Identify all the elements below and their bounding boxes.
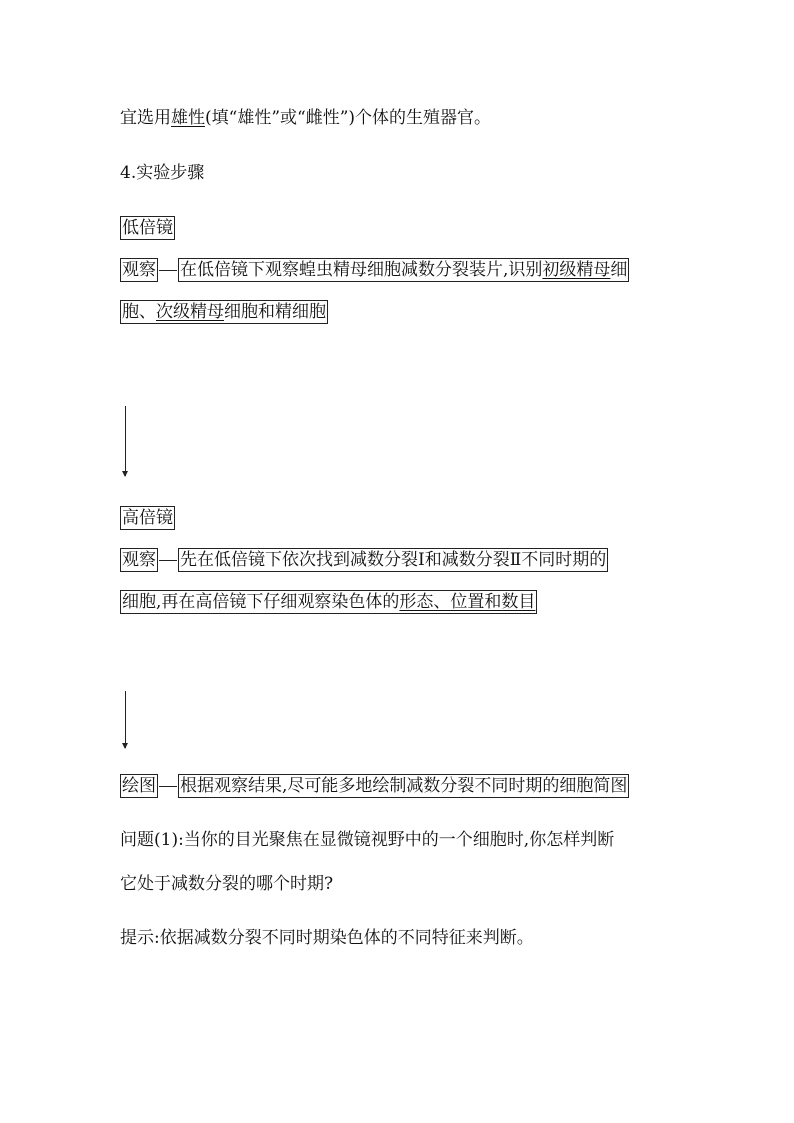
intro-pre: 宜选用 [120, 108, 171, 128]
intro-answer: 雄性 [171, 108, 205, 128]
step2-text-box-2: 细胞,再在高倍镜下仔细观察染色体的形态、位置和数目 [122, 592, 536, 612]
step2-header-box: 高倍镜 [122, 508, 173, 528]
step1-line1 [120, 258, 629, 282]
connector-line [159, 560, 177, 561]
step2-label: 观察 [122, 550, 156, 570]
step2-text-box: 先在低倍镜下依次找到减数分裂Ⅰ和减数分裂Ⅱ不同时期的 [180, 550, 607, 570]
connector-line [159, 786, 177, 787]
step1-text-box-2: 胞、次级精母细胞和精细胞 [122, 302, 326, 322]
step2-answer-2: 位置 [450, 592, 485, 612]
step2-line1 [120, 548, 608, 572]
intro-line [120, 107, 491, 129]
step1-label: 观察 [122, 260, 156, 280]
step1-answer-2: 次级精母 [156, 302, 224, 322]
step1-answer-1: 初级精母 [542, 260, 611, 280]
step2-header [120, 506, 175, 530]
down-arrow-icon [125, 406, 126, 476]
step1-line2 [120, 300, 328, 324]
intro-post: (填“雄性”或“雌性”)个体的生殖器官。 [205, 108, 492, 128]
question-line2: 它处于减数分裂的哪个时期? [120, 874, 334, 894]
step1-header-box: 低倍镜 [122, 218, 173, 238]
connector-line [159, 270, 177, 271]
section-title: 4.实验步骤 [120, 163, 205, 183]
step2-line2 [120, 590, 537, 614]
step2-answer-1: 形态 [399, 592, 434, 612]
step1-text-box: 在低倍镜下观察蝗虫精母细胞减数分裂装片,识别初级精母细 [180, 260, 628, 280]
step3-text-box: 根据观察结果,尽可能多地绘制减数分裂不同时期的细胞简图 [180, 776, 628, 796]
step3-label: 绘图 [122, 776, 156, 796]
down-arrow-icon [125, 691, 126, 748]
step1-header [120, 216, 175, 240]
step3-line [120, 774, 629, 798]
hint-text: 提示:依据减数分裂不同时期染色体的不同特征来判断。 [120, 928, 534, 948]
question-line1: 问题(1):当你的目光聚焦在显微镜视野中的一个细胞时,你怎样判断 [120, 830, 615, 850]
step2-answer-3: 数目 [501, 592, 536, 612]
